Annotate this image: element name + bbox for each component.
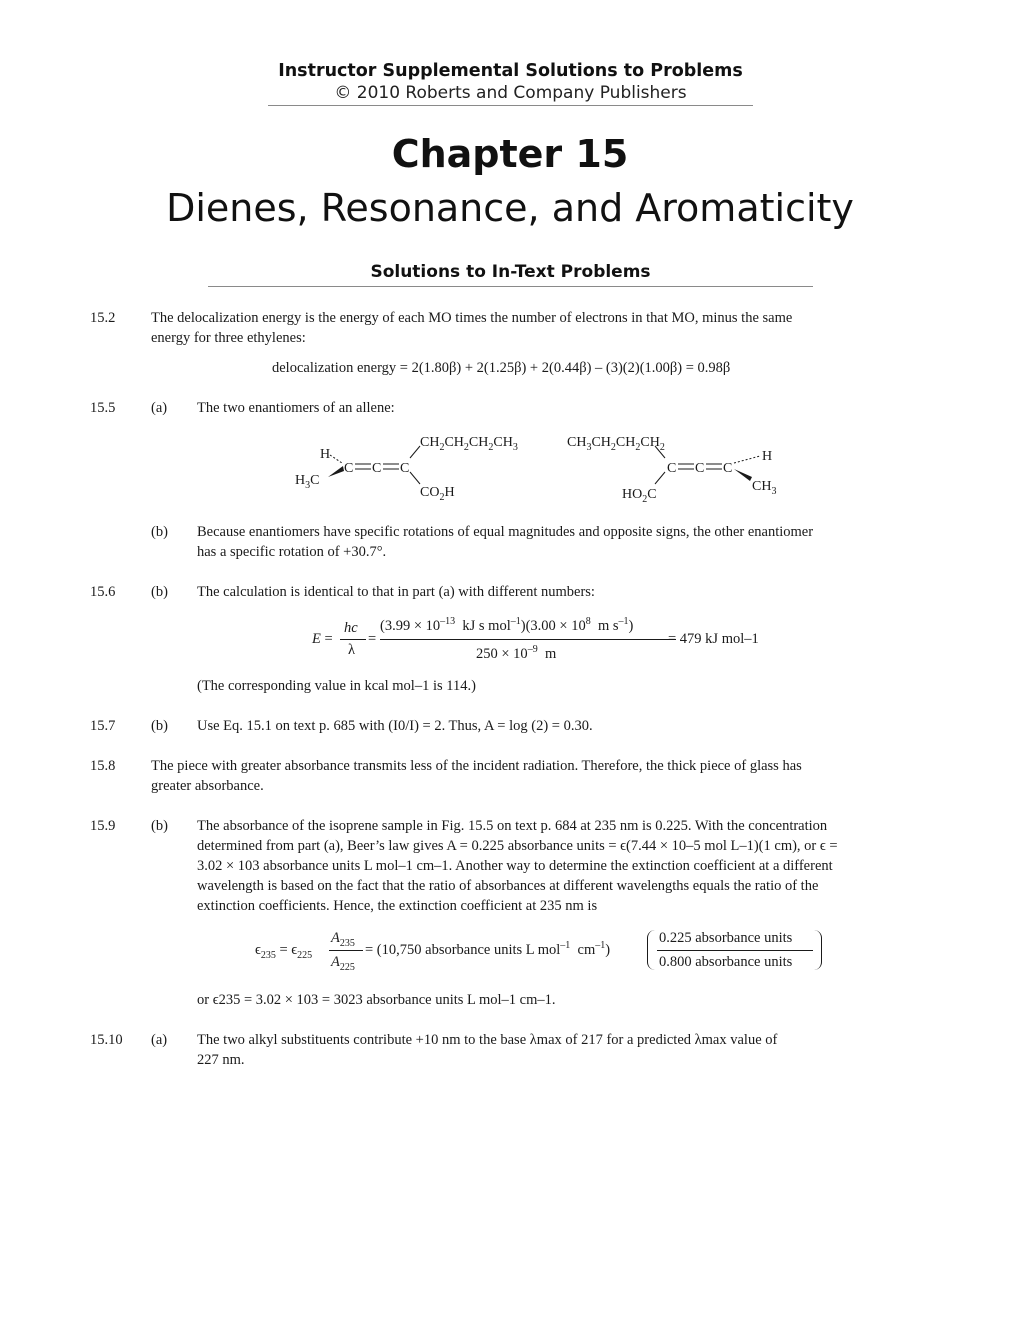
problem-text: The absorbance of the isoprene sample in Fig. 15.5 on text p. 684 at 235 nm is 0.225. With the concentration [197,818,828,834]
problem-number: 15.2 [90,310,116,326]
problem-result: or ϵ235 = 3.02 × 103 = 3023 absorbance units L mol–1 cm–1. [197,992,556,1008]
part-label: (b) [151,524,168,540]
fraction-numerator: 0.225 absorbance units [659,930,793,946]
part-label: (a) [151,400,168,416]
header-title: Instructor Supplemental Solutions to Problems [278,61,743,81]
problem-text: determined from part (a), Beer’s law gives A = 0.225 absorbance units = ϵ(7.44 × 10–5 mol L–1)(1 cm), or ϵ = [197,838,838,854]
problem-text: 3.02 × 103 absorbance units L mol–1 cm–1. Another way to determine the extinction coefficient at a different [197,858,833,874]
problem-text: The piece with greater absorbance transmits less of the incident radiation. Therefore, the thick piece of glass has [151,758,802,774]
allene-structures [290,428,810,518]
problem-number: 15.6 [90,584,116,600]
chapter-number: Chapter 15 [391,132,629,176]
chem-label: C [400,461,410,476]
problem-text: energy for three ethylenes: [151,330,306,346]
problem-text: extinction coefficients. Hence, the extinction coefficient at 235 nm is [197,898,598,914]
problem-text: The two enantiomers of an allene: [197,400,395,416]
chem-label: C [344,461,354,476]
problem-number: 15.7 [90,718,116,734]
part-label: (b) [151,818,168,834]
chem-label: $CH_2CH_2CH_2CH_3$ [420,435,518,453]
part-label: (b) [151,718,168,734]
problem-number: 15.5 [90,400,116,416]
fraction-denominator: 0.800 absorbance units [659,954,793,970]
chem-label: $H_3C$ [295,473,320,491]
problem-text: 227 nm. [197,1052,245,1068]
allene-left [295,435,518,503]
chapter-title: Dienes, Resonance, and Aromaticity [166,186,854,230]
equation-result: = 479 kJ mol–1 [668,631,759,647]
header-copyright: © 2010 Roberts and Company Publishers [334,83,687,103]
problem-text: Use Eq. 15.1 on text p. 685 with (I0/I) = 2. Thus, A = log (2) = 0.30. [197,718,593,734]
chem-label: $CH_3CH_2CH_2CH_2$ [567,435,665,453]
section-title: Solutions to In-Text Problems [370,262,651,282]
part-label: (a) [151,1032,168,1048]
chem-label: $CH_3$ [752,479,777,497]
problem-number: 15.9 [90,818,116,834]
chem-label: $HO_2C$ [622,487,657,505]
allene-right [567,435,776,505]
problem-text: wavelength is based on the fact that the ratio of absorbances at different wavelengths equals the ratio of the [197,878,819,894]
chem-label: H [320,447,331,462]
chem-label: C [723,461,733,476]
chem-label: C [372,461,382,476]
problem-number: 15.10 [90,1032,123,1048]
chem-label: H [762,449,773,464]
problem-text: Because enantiomers have specific rotations of equal magnitudes and opposite signs, the other enantiomer [197,524,814,540]
header-divider [268,105,753,106]
chem-label: C [667,461,677,476]
section-divider [208,286,813,287]
problem-text: The calculation is identical to that in part (a) with different numbers: [197,584,595,600]
problem-number: 15.8 [90,758,116,774]
extinction-equation: $\epsilon_{235} = \epsilon_{225}$ $A_{235}$ $A_{225}$ = (10,750 absorbance units L mol$^{-1}$ $cm^{-1}$) 0.225 absorbance units 0.800 absorbance units [255,928,835,978]
problem-text: greater absorbance. [151,778,264,794]
chem-label: C [695,461,705,476]
part-label: (b) [151,584,168,600]
equation: delocalization energy = 2(1.80β) + 2(1.25β) + 2(0.44β) – (3)(2)(1.00β) = 0.98β [272,360,731,376]
problem-text: The delocalization energy is the energy of each MO times the number of electrons in that MO, minus the same [151,310,793,326]
problem-text: The two alkyl substituents contribute +10 nm to the base λmax of 217 for a predicted λmax value of [197,1032,778,1048]
problem-note: (The corresponding value in kcal mol–1 is 114.) [197,678,476,694]
chem-label: $CO_2H$ [420,485,455,503]
problem-text: has a specific rotation of +30.7°. [197,544,387,560]
energy-equation: E = hc λ = ($3.99 \times 10^{-13}$ kJ s $mol^{-1})(3.00 \times 10^8$ m $s^{-1}$) $250 \times 10^{-9}$ m = 479 kJ mol–1 [312,616,759,662]
